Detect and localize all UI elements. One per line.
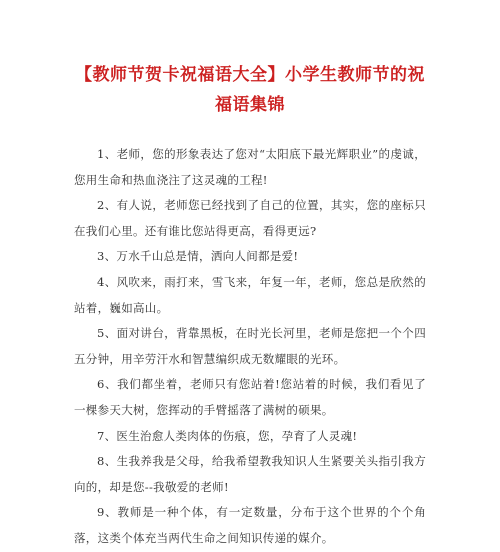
paragraph-2: 2、有人说，老师您已经找到了自己的位置，其实，您的座标只在我们心里。还有谁比您站得更高，看得更远?	[74, 198, 426, 238]
paragraph-3: 3、万水千山总是情，洒向人间都是爱!	[97, 249, 299, 264]
paragraph-6: 6、我们都坐着，老师只有您站着!您站着的时候，我们看见了一棵参天大树，您挥动的手臂摇落了满树的硕果。	[74, 377, 426, 417]
document-body	[74, 142, 426, 552]
paragraph-1: 1、老师，您的形象表达了您对“太阳底下最光辉职业”的虔诚，您用生命和热血浇注了这灵魂的工程!	[74, 147, 426, 187]
document-title: 【教师节贺卡祝福语大全】小学生教师节的祝福语集锦	[75, 65, 425, 115]
paragraph-8: 8、生我养我是父母，给我希望教我知识人生紧要关头指引我方向的，却是您--我敬爱的老师!	[74, 454, 426, 494]
paragraph-5: 5、面对讲台，背靠黑板，在时光长河里，老师是您把一个个四五分钟，用辛劳汗水和智慧编织成无数耀眼的光环。	[74, 326, 426, 366]
paragraph-9: 9、教师是一种个体，有一定数量，分布于这个世界的个个角落，这类个体充当两代生命之间知识传递的媒介。	[74, 505, 426, 545]
paragraph-7: 7、医生治愈人类肉体的伤痕，您，孕育了人灵魂!	[97, 428, 358, 443]
paragraph-4: 4、风吹来，雨打来，雪飞来，年复一年，老师，您总是欣然的站着，巍如高山。	[74, 274, 426, 315]
